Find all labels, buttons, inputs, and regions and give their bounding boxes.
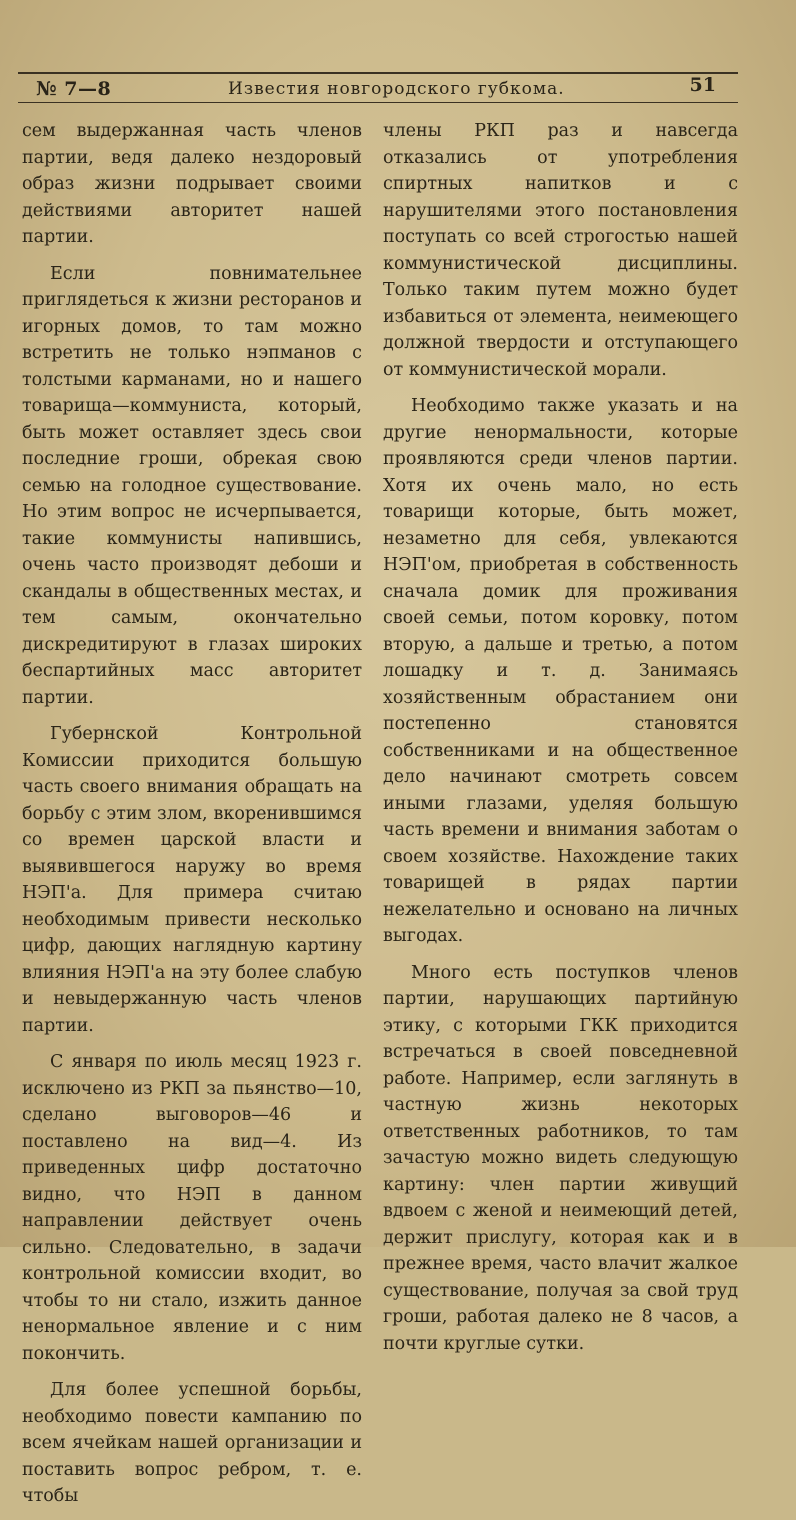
- paragraph: Если повнимательнее приглядеться к жизни ресторанов и игорных домов, то там можно встретить не только нэпманов с толстыми карманами, но и нашего товарища—коммуниста, который, быть может оставляет здесь свои последние гроши, обрекая свою семью на голодное существование. Но этим вопрос не исчерпывается, такие коммунисты напившись, очень часто производят дебоши и скандалы в общественных местах, и тем самым, окончательно дискредитируют в глазах широких беспартийных масс авторитет партии.: [22, 263, 362, 708]
- right-column: [383, 118, 738, 1367]
- paragraph: Губернской Контрольной Комиссии приходится большую часть своего внимания обращать на борьбу с этим злом, вкоренившимся со времен царской власти и выявившегося наружу во время НЭП'а. Для примера считаю необходимым привести несколько цифр, дающих наглядную картину влияния НЭП'а на эту более слабую и невыдержанную часть членов партии.: [22, 724, 362, 1036]
- header-rule-top: [18, 72, 738, 74]
- paragraph: С января по июль месяц 1923 г. исключено из РКП за пьянство—10, сделано выговоров—46 и поставлено на вид—4. Из приведенных цифр достаточно видно, что НЭП в данном направлении действует очень сильно. Следовательно, в задачи контрольной комиссии входит, во чтобы то ни стало, изжить данное ненормальное явление и с ним покончить.: [22, 1052, 362, 1364]
- header-rule-bottom: [18, 102, 738, 103]
- page-header: [18, 72, 738, 106]
- page-number: 51: [689, 74, 716, 96]
- paragraph: Необходимо также указать и на другие ненормальности, которые проявляются среди членов партии. Хотя их очень мало, но есть товарищи которые, быть может, незаметно для себя, увлекаются НЭП'ом, приобретая в собственность сначала домик для проживания своей семьи, потом коровку, потом вторую, а дальше и третью, а потом лошадку и т. д. Занимаясь хозяйственным обрастанием они постепенно становятся собственниками и на общественное дело начинают смотреть совсем иными глазами, уделяя большую часть времени и внимания заботам о своем хозяйстве. Нахождение таких товарищей в рядах партии нежелательно и основано на личных выгодах.: [383, 396, 738, 946]
- paragraph: Много есть поступков членов партии, нарушающих партийную этику, с которыми ГКК приходится встречаться в своей повседневной работе. Например, если заглянуть в частную жизнь некоторых ответственных работников, то там зачастую можно видеть следующую картину: член партии живущий вдвоем с женой и неимеющий детей, держит прислугу, которая как и в прежнее время, часто влачит жалкое существование, получая за свой труд гроши, работая далеко не 8 часов, а почти круглые сутки.: [383, 962, 738, 1354]
- publication-title: Известия новгородского губкома.: [228, 79, 565, 99]
- left-column: [22, 118, 362, 1520]
- paragraph: сем выдержанная часть членов партии, ведя далеко нездоровый образ жизни подрывает своими действиями авторитет нашей партии.: [22, 121, 362, 247]
- paragraph: члены РКП раз и навсегда отказались от употребления спиртных напитков и с нарушителями этого постановления поступать со всей строгостью нашей коммунистической дисциплины. Только таким путем можно будет избавиться от элемента, неимеющего должной твердости и отступающего от коммунистической морали.: [383, 121, 738, 380]
- issue-number: № 7—8: [36, 78, 112, 100]
- paragraph: Для более успешной борьбы, необходимо повести кампанию по всем ячейкам нашей организации и поставить вопрос ребром, т. е. чтобы: [22, 1380, 362, 1506]
